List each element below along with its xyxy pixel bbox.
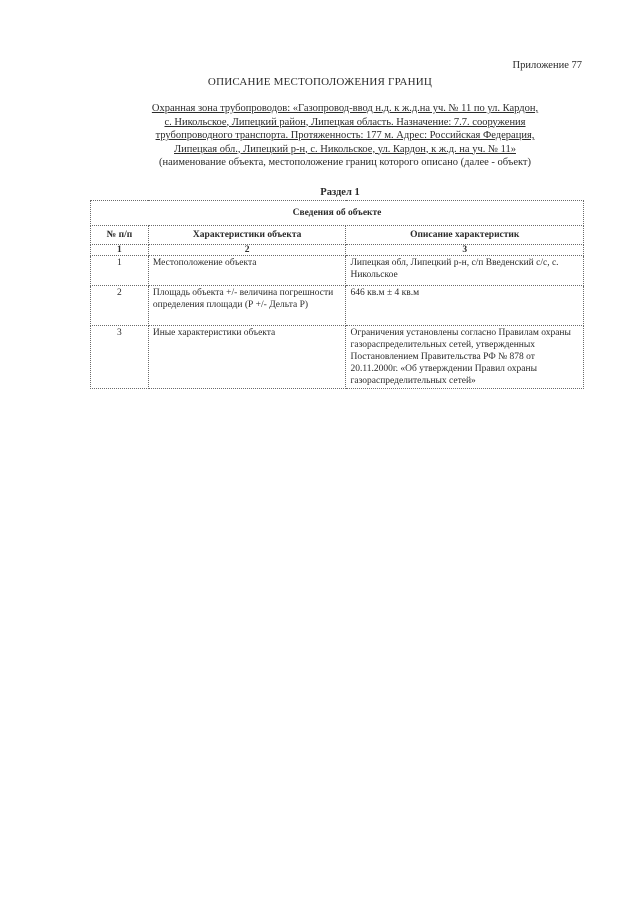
row-description: 646 кв.м ± 4 кв.м [346, 286, 584, 326]
row-description: Ограничения установлены согласно Правилам охраны газораспределительных сетей, утвержденных Постановлением Правительства РФ № 878 от 20.11.2000г. «Об утверждении Правил охраны газораспределительных сетей» [346, 326, 584, 389]
object-note: (наименование объекта, местоположение границ которого описано (далее - объект) [158, 157, 532, 168]
section-title: Раздел 1 [320, 187, 360, 198]
row-number: 3 [91, 326, 149, 389]
row-characteristic: Площадь объекта +/- величина погрешности определения площади (Р +/- Дельта Р) [148, 286, 346, 326]
table-row [91, 256, 584, 286]
column-number-1: 1 [91, 245, 149, 256]
appendix-label: Приложение 77 [512, 60, 582, 71]
row-characteristic: Иные характеристики объекта [148, 326, 346, 389]
object-name-line-2: с. Никольское, Липецкий район, Липецкая область. Назначение: 7.7. сооружения [164, 116, 526, 128]
column-header-description: Описание характеристик [346, 226, 584, 245]
table-caption-row [91, 201, 584, 226]
table-row [91, 286, 584, 326]
object-name-line-1: Охранная зона трубопроводов: «Газопровод-ввод н.д. к ж.д.на уч. № 11 по ул. Кардон, [151, 103, 539, 114]
row-number: 1 [91, 256, 149, 286]
column-number-3: 3 [346, 245, 584, 256]
object-name-line-4: Липецкая обл., Липецкий р-н, с. Никольское, ул. Кардон, к ж.д. на уч. № 11» [174, 143, 516, 155]
object-name-line-3: трубопроводного транспорта. Протяженность: 177 м. Адрес: Российская Федерация, [155, 130, 535, 141]
table-row [91, 326, 584, 389]
object-description [100, 102, 590, 170]
column-header-number: № п/п [91, 226, 149, 245]
table-caption: Сведения об объекте [91, 201, 584, 226]
table-header-row [91, 226, 584, 245]
row-characteristic: Местоположение объекта [148, 256, 346, 286]
document-title: ОПИСАНИЕ МЕСТОПОЛОЖЕНИЯ ГРАНИЦ [207, 76, 433, 88]
column-header-characteristic: Характеристики объекта [148, 226, 346, 245]
table-column-numbers-row [91, 245, 584, 256]
row-number: 2 [91, 286, 149, 326]
column-number-2: 2 [148, 245, 346, 256]
object-info-table [90, 200, 584, 389]
row-description: Липецкая обл, Липецкий р-н, с/п Введенский с/с, с. Никольское [346, 256, 584, 286]
